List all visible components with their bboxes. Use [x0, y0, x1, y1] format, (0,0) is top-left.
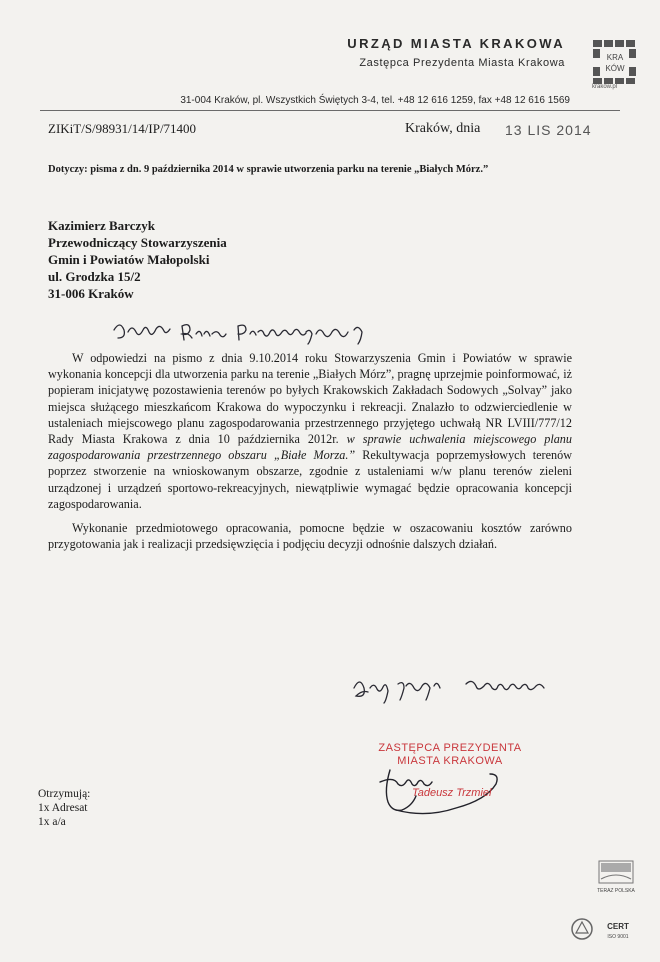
date-stamp: 13 LIS 2014 [505, 122, 592, 138]
addressee-title: Przewodniczący Stowarzyszenia [48, 235, 227, 250]
stamp-office-line: MIASTA KRAKOWA [397, 755, 503, 767]
office-subtitle: Zastępca Prezydenta Miasta Krakowa [359, 57, 565, 69]
handwritten-greeting [110, 312, 410, 348]
recipients-label: Otrzymują: [38, 788, 91, 800]
logo-url: krakow.pl [592, 84, 618, 90]
addressee-street: ul. Grodzka 15/2 [48, 269, 141, 284]
office-address: 31-004 Kraków, pl. Wszystkich Świętych 3-4, tel. +48 12 616 1259, fax +48 12 616 1569 [180, 95, 570, 106]
addressee-name: Kazimierz Barczyk [48, 218, 155, 233]
recipients-list [38, 787, 90, 829]
recipient-item: 1x a/a [38, 816, 66, 828]
city-date-label: Kraków, dnia [405, 121, 481, 136]
reference-number: ZIKiT/S/98931/14/IP/71400 [48, 121, 197, 136]
paragraph-1-text-b: Rekultywacja poprzemysłowych terenów poprzez stworzenie na wnioskowanym obszarze, zgodnie z ustaleniami w/w planu terenów zieleni urządzonej i urządzeń sportowo-rekreacyjnych, niewątpliwie wymagać będzie opracowania koncepcji zagospodarowania. [48, 448, 573, 511]
krakow-logo [593, 40, 637, 84]
office-name: URZĄD MIASTA KRAKOWA [347, 36, 565, 51]
stamp-title-line: ZASTĘPCA PREZYDENTA [378, 742, 522, 754]
paragraph-1-text-a: W odpowiedzi na pismo z dnia 9.10.2014 roku Stowarzyszenia Gmin i Powiatów w sprawie wykonania koncepcji dla utworzenia parku na terenie „Białych Mórz”, pragnę uprzejmie poinformować, iż popieram inicjatywę pozostawienia terenów po byłych Krakowskich Zakładach Sodowych „Solvay” jako miejsca służącego mieszkańcom Krakowa do wypoczynku i rekreacji. Znalazło to odzwierciedlenie w ustaleniach miejscowego planu zagospodarowania przestrzennego przyjętego uchwałą NR LVIII/777/12 Rady Miasta Krakowa z dnia 10 października 2012r. [48, 351, 572, 447]
paragraph-2: Wykonanie przedmiotowego opracowania, pomocne będzie w oszacowaniu kosztów zarówno przygotowania jak i realizacji przedsięwzięcia i podjęciu decyzji odnośnie dalszych działań. [48, 521, 572, 552]
stamp-signatory-name: Tadeusz Trzmiel [412, 787, 492, 799]
iso-label: ISO 9001 [607, 934, 629, 940]
certification-badge [570, 915, 640, 943]
header-divider [40, 110, 620, 111]
handwritten-closing [348, 666, 578, 706]
paragraph-1 [48, 350, 572, 512]
logo-text-1: KRA [606, 53, 624, 62]
addressee-organization: Gmin i Powiatów Małopolski [48, 252, 210, 267]
addressee-city: 31-006 Kraków [48, 286, 134, 301]
cert-label: CERT [607, 922, 629, 931]
teraz-polska-label: TERAZ POLSKA [597, 888, 635, 894]
paragraph-1-italic: w sprawie uchwalenia miejscowego planu zagospodarowania przestrzennego obszaru „Białe Morza.” [48, 432, 572, 463]
recipient-item: 1x Adresat [38, 802, 88, 814]
subject-line: Dotyczy: pisma z dn. 9 października 2014 w sprawie utworzenia parku na terenie „Białych Mórz.” [48, 164, 489, 175]
letter-body [48, 350, 572, 560]
logo-text-2: KÓW [605, 64, 625, 73]
teraz-polska-badge [597, 857, 637, 895]
